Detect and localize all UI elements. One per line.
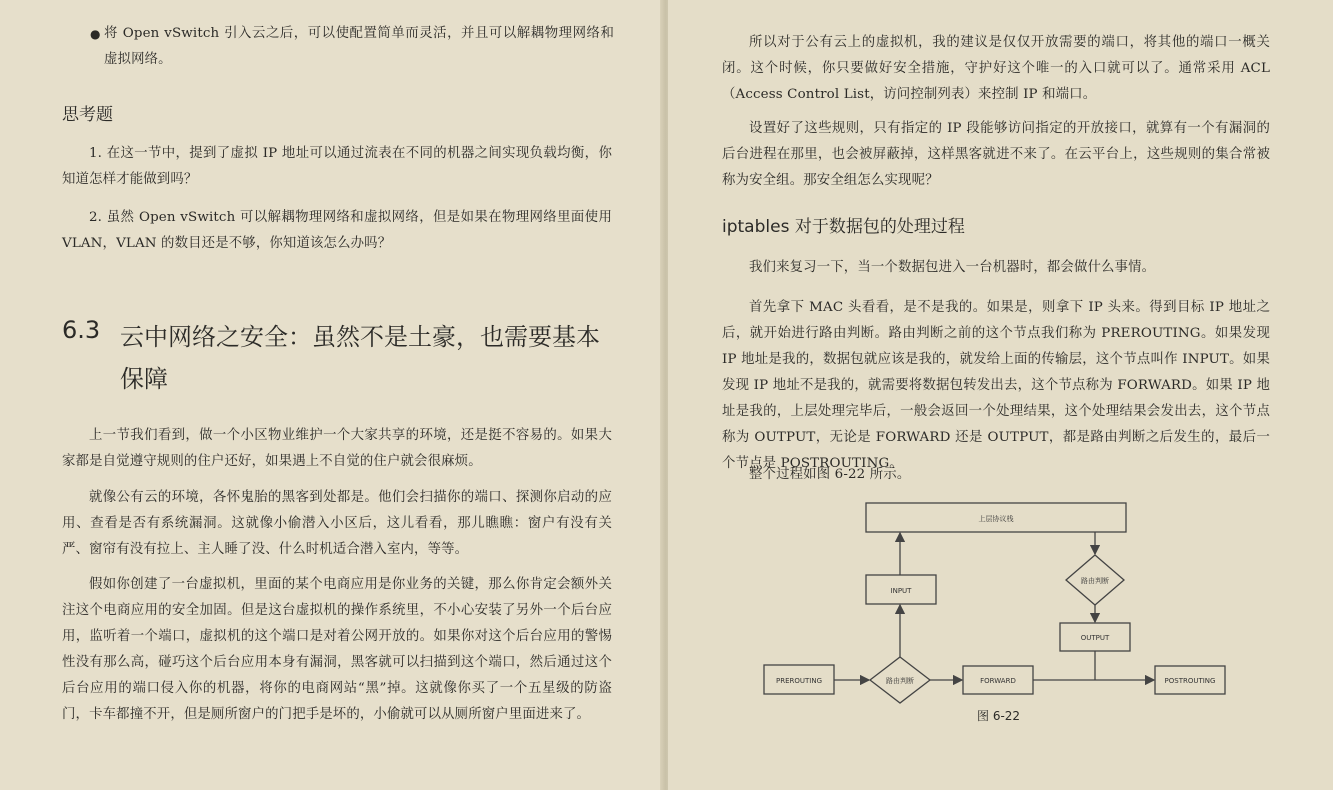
exercise-heading: 思考题: [62, 105, 113, 125]
label-input: INPUT: [890, 587, 912, 595]
iptables-heading: iptables 对于数据包的处理过程: [722, 217, 965, 237]
label-postrouting: POSTROUTING: [1164, 677, 1216, 685]
label-route-lower: 路由判断: [886, 677, 914, 685]
label-prerouting: PREROUTING: [775, 677, 823, 685]
left-paragraph-3: 假如你创建了一台虚拟机，里面的某个电商应用是你业务的关键，那么你肯定会额外关注这个电商应用的安全加固。但是这台虚拟机的操作系统里，不小心安装了另外一个后台应用，监听着一个端口，虚拟机的这个端口是对着公网开放的。如果你对这个后台应用的警惕性没有那么高，碰巧这个后台应用本身有漏洞，黑客就可以扫描到这个端口，然后通过这个后台应用的端口侵入你的机器，将你的电商网站“黑”掉。这就像你买了一个五星级的防盗门，卡车都撞不开，但是厕所窗户的门把手是坏的，小偷就可以从厕所窗户里面进来了。: [62, 577, 612, 722]
question-1: 1. 在这一节中，提到了虚拟 IP 地址可以通过流表在不同的机器之间实现负载均衡，你知道怎样才能做到吗？: [62, 146, 612, 187]
section-number: 6.3: [62, 316, 101, 344]
section-title: 云中网络之安全：虽然不是土豪，也需要基本保障: [120, 323, 600, 393]
left-paragraph-1: 上一节我们看到，做一个小区物业维护一个大家共享的环境，还是挺不容易的。如果大家都是自觉遵守规则的住户还好，如果遇上不自觉的住户就会很麻烦。: [62, 428, 612, 469]
right-paragraph-1: 所以对于公有云上的虚拟机，我的建议是仅仅开放需要的端口，将其他的端口一概关闭。这个时候，你只要做好安全措施，守护好这个唯一的入口就可以了。通常采用 ACL（Access Control List，访问控制列表）来控制 IP 和端口。: [722, 35, 1270, 102]
question-2: 2. 虽然 Open vSwitch 可以解耦物理网络和虚拟网络，但是如果在物理网络里面使用 VLAN，VLAN 的数目还是不够，你知道该怎么办吗？: [62, 210, 612, 251]
label-route-upper: 路由判断: [1081, 577, 1109, 585]
figure-caption: 图 6-22: [977, 709, 1021, 723]
right-paragraph-4: 首先拿下 MAC 头看看，是不是我的。如果是，则拿下 IP 头来。得到目标 IP 地址之后，就开始进行路由判断。路由判断之前的这个节点我们称为 PREROUTING。如果发现 IP 地址是我的，数据包就应该是我的，就发给上面的传输层，这个节点叫作 INPUT。如果发现 IP 地址不是我的，就需要将数据包转发出去，这个节点称为 FORWARD。如果 IP 地址是我的，上层处理完毕后，一般会返回一个处理结果，这个处理结果会发出去，这个节点称为 OUTPUT，无论是 FORWARD 还是 OUTPUT，都是路由判断之后发生的，最后一个节点是 POSTROUTING。: [722, 300, 1270, 471]
right-paragraph-5: 整个过程如图 6-22 所示。: [749, 467, 911, 482]
bullet-text: 将 Open vSwitch 引入云之后，可以使配置简单而灵活，并且可以解耦物理网络和虚拟网络。: [104, 26, 614, 67]
right-paragraph-3: 我们来复习一下，当一个数据包进入一台机器时，都会做什么事情。: [749, 260, 1156, 275]
label-output: OUTPUT: [1080, 634, 1110, 642]
left-paragraph-2: 就像公有云的环境，各怀鬼胎的黑客到处都是。他们会扫描你的端口、探测你启动的应用、查看是否有系统漏洞。这就像小偷潜入小区后，这儿看看，那儿瞧瞧：窗户有没有关严、窗帘有没有拉上、主人睡了没、什么时机适合潜入室内，等等。: [62, 490, 612, 557]
label-forward: FORWARD: [980, 677, 1016, 685]
bullet-dot-icon: ●: [90, 27, 101, 41]
label-upper-stack: 上层协议栈: [978, 515, 1014, 523]
right-paragraph-2: 设置好了这些规则，只有指定的 IP 段能够访问指定的开放接口，就算有一个有漏洞的后台进程在那里，也会被屏蔽掉，这样黑客就进不来了。在云平台上，这些规则的集合常被称为安全组。那安全组怎么实现呢？: [722, 121, 1270, 188]
